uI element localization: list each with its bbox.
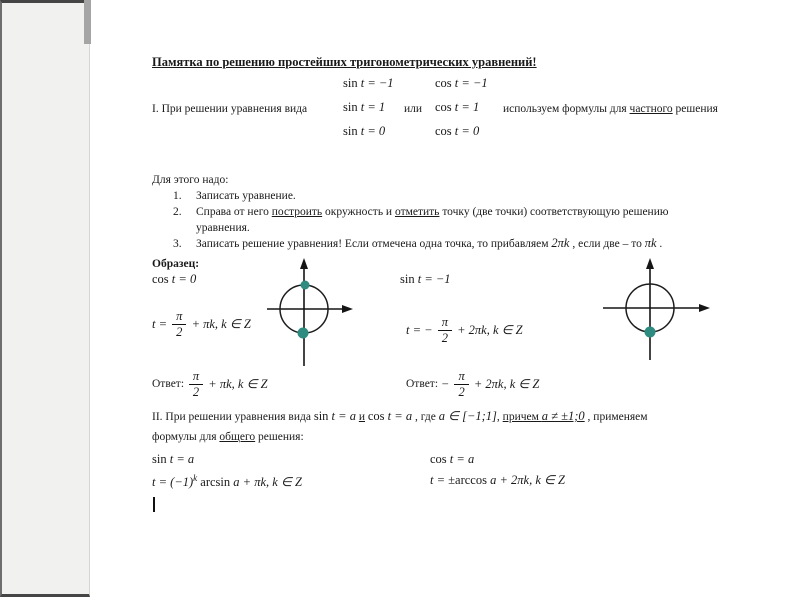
fraction <box>172 309 186 339</box>
item-number: 2. <box>173 206 182 218</box>
prichem-underlined: причем <box>502 411 542 423</box>
eq-rest: t = 1 <box>357 100 386 114</box>
list-item-2 <box>173 205 668 219</box>
math-exception: a ≠ ±1;0 <box>541 409 585 423</box>
fn-cos: cos <box>435 124 452 138</box>
eq-rest: t = −1 <box>414 272 451 286</box>
item-text: Справа от него <box>196 206 272 218</box>
sample-right-answer <box>406 363 539 405</box>
part2-sol-sin <box>152 473 302 491</box>
part2-line2 <box>152 430 304 444</box>
fraction <box>438 315 452 345</box>
text-run: решения: <box>255 431 304 443</box>
part2-line1 <box>152 409 648 425</box>
text-run: , <box>496 411 503 423</box>
up-arrow-icon <box>300 258 308 269</box>
math-2pik: 2πk <box>551 236 570 250</box>
eq-rest: t = a <box>166 452 195 466</box>
eq-pre: t = ± <box>430 473 456 487</box>
item-text: Записать уравнение. <box>196 190 296 202</box>
todo-heading: Для этого надо: <box>152 174 229 186</box>
answer-label: Ответ: <box>152 378 187 390</box>
right-arrow-icon <box>699 304 710 312</box>
math-pik: πk <box>644 236 657 250</box>
solution-point-bottom <box>645 327 656 338</box>
unit-circle-diagram-sin <box>598 256 716 366</box>
fn-sin: sin <box>400 272 415 286</box>
eq-pre: − <box>440 376 453 391</box>
right-arrow-icon <box>342 305 353 313</box>
text-run: , где <box>412 411 439 423</box>
equation-sin-1 <box>343 100 385 116</box>
equation-sin-0 <box>343 124 385 140</box>
math-domain: a ∈ [−1;1] <box>438 409 497 423</box>
sample-left-solution <box>152 302 251 346</box>
eq-rest: t = −1 <box>357 76 394 90</box>
answer-label: Ответ: <box>406 378 441 390</box>
fraction-denominator: 2 <box>441 330 448 345</box>
item-text: . <box>656 238 663 250</box>
fraction-denominator: 2 <box>458 384 465 399</box>
sample-left-given <box>152 272 196 288</box>
eq-rest: t = a <box>384 409 413 423</box>
equation-sin-neg1 <box>343 76 394 92</box>
fraction-numerator: π <box>438 315 452 330</box>
outro-underlined: частного <box>629 103 673 115</box>
fraction <box>189 369 203 399</box>
sample-right-given <box>400 272 451 288</box>
part2-eq-sin <box>152 452 194 468</box>
fn-cos: cos <box>435 76 452 90</box>
part2-sol-cos <box>430 473 565 489</box>
fn-cos: cos <box>152 272 169 286</box>
math-sin-a <box>314 409 356 423</box>
item-text: окружность и <box>322 206 395 218</box>
fraction-numerator: π <box>189 369 203 384</box>
outro-post: решения <box>672 103 718 115</box>
item-underlined: отметить <box>394 206 440 218</box>
sample-left-answer <box>152 363 268 405</box>
eq-rest: t = 1 <box>451 100 480 114</box>
item-number: 3. <box>173 238 182 250</box>
left-panel <box>0 0 90 597</box>
fraction-denominator: 2 <box>192 384 200 399</box>
obshchego-underlined: общего <box>219 431 256 443</box>
fraction <box>454 369 468 399</box>
eq-post: a + πk, k ∈ Z <box>230 475 302 490</box>
text-run: II. При решении уравнения вида <box>152 411 314 423</box>
eq-pre: t = (−1) <box>152 475 194 490</box>
document-title: Памятка по решению простейших тригонометрических уравнений! <box>152 55 537 69</box>
math-cos-a <box>368 409 412 423</box>
item-text: точку (две точки) соответствующую решению <box>439 206 669 218</box>
fraction-denominator: 2 <box>176 324 183 339</box>
sample-right-solution <box>406 308 523 352</box>
item-underlined: построить <box>271 206 323 218</box>
fn-arcsin: arcsin <box>197 475 231 490</box>
conj-underlined: и <box>358 411 365 423</box>
item-number: 1. <box>173 190 182 202</box>
eq-pre: t = <box>152 316 171 331</box>
list-item-3 <box>173 236 662 252</box>
fn-sin: sin <box>343 76 358 90</box>
text-run: формулы для <box>152 431 220 443</box>
fn-sin: sin <box>343 100 358 114</box>
eq-post: + πk, k ∈ Z <box>205 377 268 391</box>
unit-circle-diagram-cos <box>258 256 358 371</box>
part1-intro: I. При решении уравнения вида <box>152 103 308 115</box>
item-text: Записать решение уравнения! Если отмечена одна точка, то прибавляем <box>196 238 552 250</box>
scrollbar-thumb[interactable] <box>84 0 91 44</box>
eq-rest: t = 0 <box>451 124 480 138</box>
fn-cos: cos <box>367 409 385 423</box>
equation-cos-1 <box>435 100 479 116</box>
eq-rest: t = −1 <box>451 76 488 90</box>
up-arrow-icon <box>646 258 654 269</box>
equation-cos-0 <box>435 124 479 140</box>
eq-rest: t = a <box>446 452 475 466</box>
eq-rest: t = a <box>328 409 356 423</box>
fn-arccos: arccos <box>455 473 487 487</box>
sample-label: Образец: <box>152 258 200 270</box>
fraction-numerator: π <box>454 369 468 384</box>
list-item-1 <box>173 189 296 203</box>
fn-cos: cos <box>435 100 452 114</box>
outro-pre: используем формулы для <box>503 103 630 115</box>
equation-cos-neg1 <box>435 76 488 92</box>
fn-sin: sin <box>152 452 167 466</box>
list-item-2-wrap: уравнения. <box>196 222 250 234</box>
text-run: , применяем <box>584 411 648 423</box>
or-label: или <box>404 103 423 115</box>
item-text: , если две – то <box>569 238 645 250</box>
eq-post: + 2πk, k ∈ Z <box>470 377 540 391</box>
superscript-k: k <box>193 473 198 483</box>
eq-pre: t = − <box>406 322 436 337</box>
eq-rest: t = 0 <box>168 272 197 286</box>
eq-post: a + 2πk, k ∈ Z <box>486 473 565 487</box>
solution-point-bottom <box>298 328 309 339</box>
fraction-numerator: π <box>172 309 186 324</box>
eq-post: + πk, k ∈ Z <box>188 317 251 331</box>
part1-outro <box>503 102 718 116</box>
fn-sin: sin <box>343 124 358 138</box>
eq-post: + 2πk, k ∈ Z <box>453 323 523 337</box>
solution-point-top <box>301 281 310 290</box>
fn-sin: sin <box>313 409 329 423</box>
eq-rest: t = 0 <box>357 124 386 138</box>
text-cursor <box>153 497 155 512</box>
part2-eq-cos <box>430 452 474 468</box>
fn-cos: cos <box>430 452 447 466</box>
